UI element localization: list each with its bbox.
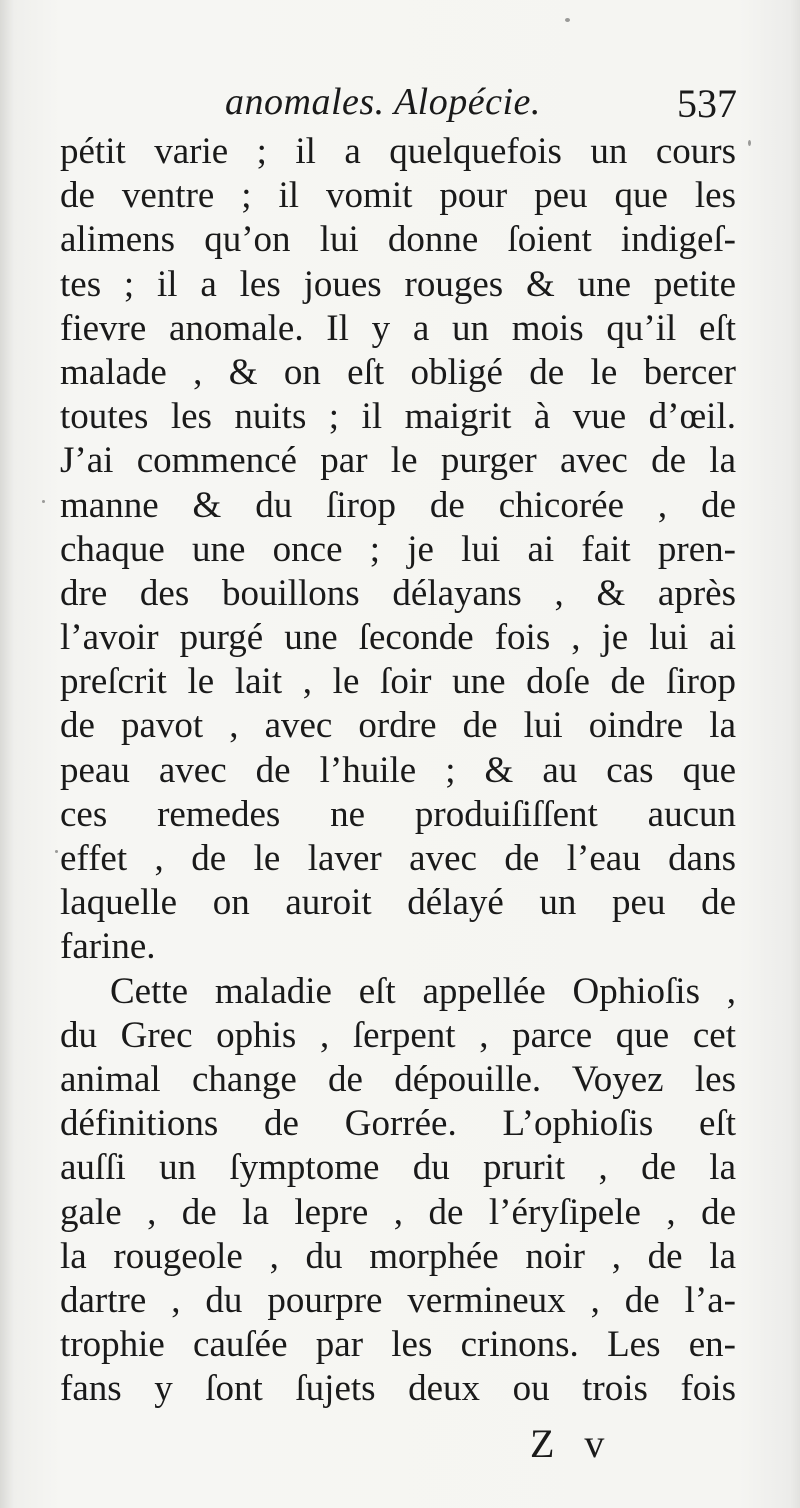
paragraph-first-line: Cette maladie eſt appellée Ophioſis , (110, 970, 736, 1012)
text-line: alimens qu’on lui donne ſoient indigeſ- (60, 219, 736, 261)
ink-speck (565, 18, 570, 22)
text-line: dartre , du pourpre vermineux , de l’a- (60, 1279, 736, 1321)
text-line: de pavot , avec ordre de lui oindre la (60, 705, 736, 747)
text-line: fievre anomale. Il y a un mois qu’il eſt (60, 307, 736, 349)
text-line: pétit varie ; il a quelquefois un cours (60, 131, 736, 172)
text-line: chaque une once ; je lui ai fait pren- (60, 528, 736, 570)
text-line: toutes les nuits ; il maigrit à vue d’œil. (60, 396, 736, 438)
text-line: trophie cauſée par les crinons. Les en- (60, 1324, 736, 1366)
text-line: peau avec de l’huile ; & au cas que (60, 749, 736, 791)
text-line: fans y ſont ſujets deux ou trois fois (60, 1368, 736, 1410)
text-line: la rougeole , du morphée noir , de la (60, 1235, 736, 1277)
text-line: l’avoir purgé une ſeconde fois , je lui ai (60, 617, 736, 659)
text-line: J’ai commencé par le purger avec de la (60, 440, 736, 482)
text-line: définitions de Gorrée. L’ophioſis eſt (60, 1103, 736, 1145)
text-line: malade , & on eſt obligé de le bercer (60, 351, 736, 393)
text-line: manne & du ſirop de chicorée , de (60, 484, 736, 526)
text-line: preſcrit le lait , le ſoir une doſe de ſirop (60, 661, 736, 703)
text-line: gale , de la lepre , de l’éryſipele , de (60, 1191, 736, 1233)
page-number: 537 (677, 81, 737, 126)
text-line: animal change de dépouille. Voyez les (60, 1058, 736, 1100)
text-line: laquelle on auroit délayé un peu de (60, 882, 736, 924)
page-header (225, 80, 745, 130)
text-line: farine. (60, 926, 156, 968)
ink-speck (42, 500, 45, 503)
ink-speck (748, 140, 751, 146)
text-line: effet , de le laver avec de l’eau dans (60, 838, 736, 879)
ink-speck (55, 850, 58, 853)
signature-mark: Z v (530, 1421, 615, 1466)
running-title: anomales. Alopécie. (225, 81, 541, 123)
body-text (60, 130, 736, 1411)
text-line: de ventre ; il vomit pour peu que les (60, 175, 736, 217)
text-line: auſſi un ſymptome du prurit , de la (60, 1147, 736, 1189)
text-line: tes ; il a les joues rouges & une petite (60, 263, 736, 305)
text-line: ces remedes ne produiſiſſent aucun (60, 793, 736, 835)
text-line: du Grec ophis , ſerpent , parce que cet (60, 1014, 736, 1056)
text-line: dre des bouillons délayans , & après (60, 572, 736, 614)
